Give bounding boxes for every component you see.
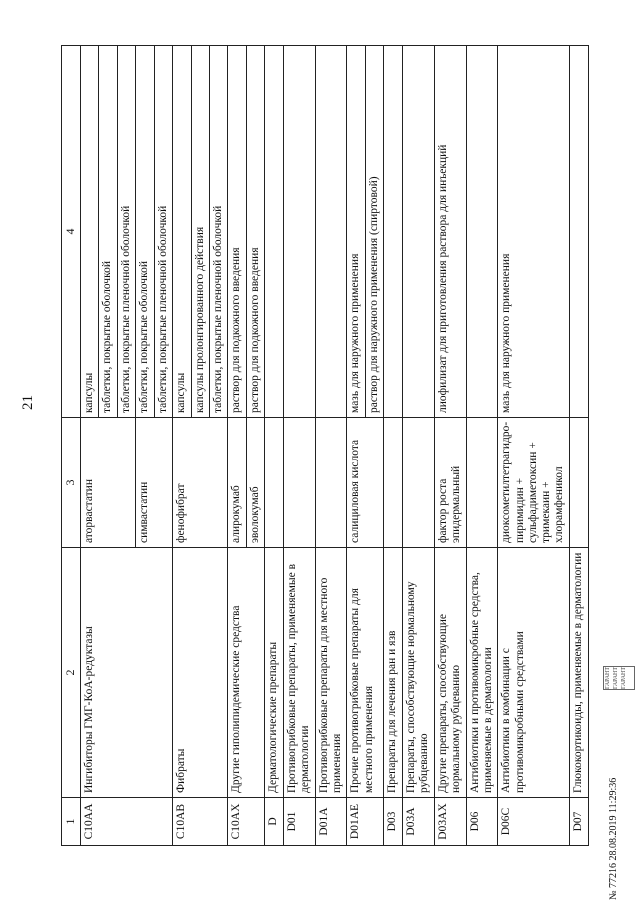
table-row — [347, 46, 365, 846]
drug-name — [384, 418, 402, 548]
atc-group: Другие гиполипидемические средства — [228, 548, 265, 798]
dosage-form — [466, 46, 498, 418]
drug-name: эволокумаб — [246, 418, 264, 548]
atc-code: D01AE — [347, 798, 384, 846]
atc-group: Антибиотики в комбинации с противомикробными средствами — [498, 548, 570, 798]
atc-group: Фибраты — [173, 548, 228, 798]
dosage-form — [283, 46, 315, 418]
dosage-form: раствор для подкожного введения — [228, 46, 246, 418]
dosage-form — [570, 46, 589, 418]
dosage-form: мазь для наружного применения — [347, 46, 365, 418]
table-row — [384, 46, 402, 846]
dosage-form: таблетки, покрытые пленочной оболочкой — [209, 46, 227, 418]
atc-code: D — [265, 798, 283, 846]
atc-group: Прочие противогрибковые препараты для местного применения — [347, 548, 384, 798]
dosage-form: раствор для подкожного введения — [246, 46, 264, 418]
atc-code: D07 — [570, 798, 589, 846]
page-number: 21 — [20, 395, 36, 410]
drug-name — [570, 418, 589, 548]
atc-code: D03 — [384, 798, 402, 846]
dosage-form: мазь для наружного применения — [498, 46, 570, 418]
dosage-form: капсулы — [80, 46, 98, 418]
drug-name — [265, 418, 283, 548]
atc-group: Дерматологические препараты — [265, 548, 283, 798]
table-container — [61, 46, 589, 846]
dosage-form: капсулы пролонгированного действия — [191, 46, 209, 418]
dosage-form — [315, 46, 347, 418]
table-row — [498, 46, 570, 846]
atc-group: Противогрибковые препараты для местного применения — [315, 548, 347, 798]
stamp-text: ГАРАНТ — [605, 666, 611, 689]
drug-name — [466, 418, 498, 548]
table-row — [434, 46, 466, 846]
drug-name: симвастатин — [136, 418, 173, 548]
table-row — [402, 46, 434, 846]
garant-stamp — [603, 666, 635, 690]
atc-code: D01A — [315, 798, 347, 846]
stamp-text: ГАРАНТ — [613, 666, 619, 689]
atc-code: C10AX — [228, 798, 265, 846]
dosage-form — [384, 46, 402, 418]
table-row — [466, 46, 498, 846]
atc-group: Препараты для лечения ран и язв — [384, 548, 402, 798]
table-row — [265, 46, 283, 846]
table-row — [228, 46, 246, 846]
dosage-form: лиофилизат для приготовления раствора для инъекций — [434, 46, 466, 418]
drug-name — [315, 418, 347, 548]
drug-name — [283, 418, 315, 548]
drug-table — [61, 45, 589, 846]
atc-code: D03A — [402, 798, 434, 846]
table-row — [283, 46, 315, 846]
col-header: 2 — [62, 548, 81, 798]
drug-name: салициловая кислота — [347, 418, 384, 548]
dosage-form: таблетки, покрытые оболочкой — [99, 46, 117, 418]
atc-code: D06 — [466, 798, 498, 846]
drug-name: аторвастатин — [80, 418, 135, 548]
stamp-text: ГАРАНТ — [621, 666, 627, 689]
table-row — [173, 46, 191, 846]
table-row — [80, 46, 98, 846]
drug-name — [402, 418, 434, 548]
table-row — [315, 46, 347, 846]
header-row — [62, 46, 81, 846]
atc-group: Ингибиторы ГМГ-КоА-редуктазы — [80, 548, 172, 798]
dosage-form: таблетки, покрытые оболочкой — [136, 46, 154, 418]
atc-code: C10AA — [80, 798, 172, 846]
dosage-form: таблетки, покрытые пленочной оболочкой — [154, 46, 172, 418]
table-row — [570, 46, 589, 846]
atc-group: Глюкокортикоиды, применяемые в дерматологии — [570, 548, 589, 798]
atc-group: Препараты, способствующие нормальному рубцеванию — [402, 548, 434, 798]
dosage-form — [402, 46, 434, 418]
document-footer: № 77216 28.08.2019 11:29:36 — [608, 777, 619, 900]
dosage-form: капсулы — [173, 46, 191, 418]
atc-code: D06C — [498, 798, 570, 846]
atc-code: D03AX — [434, 798, 466, 846]
dosage-form — [265, 46, 283, 418]
atc-group: Противогрибковые препараты, применяемые в дерматологии — [283, 548, 315, 798]
drug-name: фенофибрат — [173, 418, 228, 548]
atc-code: C10AB — [173, 798, 228, 846]
dosage-form: раствор для наружного применения (спиртовой) — [365, 46, 383, 418]
drug-name: диоксометилтетрагидро-пиримидин + сульфадиметоксин + тримекаин + хлорамфеникол — [498, 418, 570, 548]
drug-name: алирокумаб — [228, 418, 246, 548]
drug-name: фактор роста эпидермальный — [434, 418, 466, 548]
col-header: 4 — [62, 46, 81, 418]
atc-code: D01 — [283, 798, 315, 846]
col-header: 1 — [62, 798, 81, 846]
dosage-form: таблетки, покрытые пленочной оболочкой — [117, 46, 135, 418]
atc-group: Другие препараты, способствующие нормальному рубцеванию — [434, 548, 466, 798]
atc-group: Антибиотики и противомикробные средства, применяемые в дерматологии — [466, 548, 498, 798]
col-header: 3 — [62, 418, 81, 548]
